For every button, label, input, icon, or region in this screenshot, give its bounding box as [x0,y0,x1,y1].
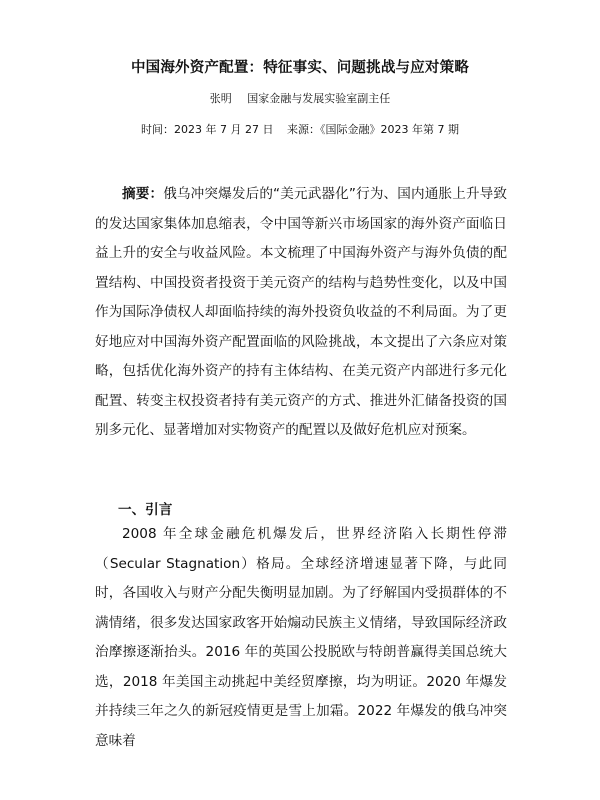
publish-time: 时间：2023 年 7 月 27 日 [141,123,274,136]
abstract-label: 摘要： [122,186,164,202]
publish-source: 来源：《国际金融》2023 年第 7 期 [287,123,459,136]
author-position: 国家金融与发展实验室副主任 [247,92,391,105]
publication-meta [0,121,600,137]
author-name: 张明 [209,92,232,105]
author-line [0,90,600,106]
document-title: 中国海外资产配置：特征事实、问题挑战与应对策略 [130,60,470,76]
abstract-paragraph [95,180,507,446]
abstract-text: 俄乌冲突爆发后的“美元武器化”行为、国内通胀上升导致的发达国家集体加息缩表，令中国等新兴市场国家的海外资产面临日益上升的安全与收益风险。本文梳理了中国海外资产与海外负债的配置结构、中国投资者投资于美元资产的结构与趋势性变化，以及中国作为国际净债权人却面临持续的海外投资负收益的不利局面。为了更好地应对中国海外资产配置面临的风险挑战，本文提出了六条应对策略，包括优化海外资产的持有主体结构、在美元资产内部进行多元化配置、转变主权投资者持有美元资产的方式、推进外汇储备投资的国别多元化、显著增加对实物资产的配置以及做好危机应对预案。 [95,186,507,438]
section-heading-introduction: 一、引言 [118,502,173,518]
introduction-paragraph: 2008 年全球金融危机爆发后，世界经济陷入长期性停滞（Secular Stagnation）格局。全球经济增速显著下降，与此同时，各国收入与财产分配失衡明显加剧。为了纾解国内受损群体的不满情绪，很多发达国家政客开始煽动民族主义情绪，导致国际经济政治摩擦逐渐抬头。2016 年的英国公投脱欧与特朗普赢得美国总统大选，2018 年美国主动挑起中美经贸摩擦，均为明证。2020 年爆发并持续三年之久的新冠疫情更是雪上加霜。2022 年爆发的俄乌冲突意味着 [95,526,507,749]
